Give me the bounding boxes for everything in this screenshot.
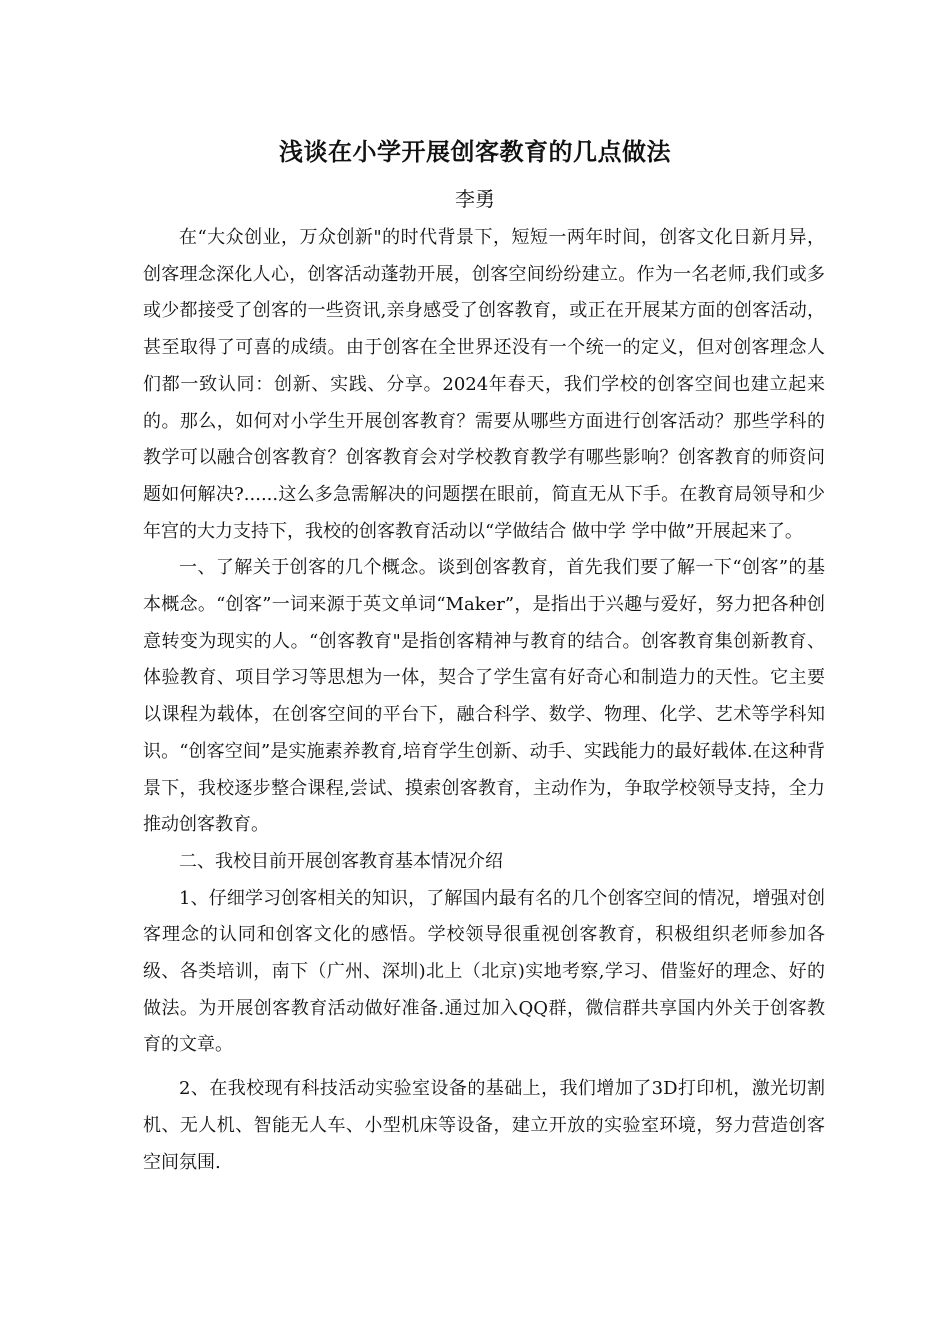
document-body [143,220,825,1181]
paragraph-item-two: 2、在我校现有科技活动实验室设备的基础上，我们增加了3D打印机，激光切割机、无人机、智能无人车、小型机床等设备，建立开放的实验室环境，努力营造创客空间氛围. [143,1078,825,1173]
document-title: 浅谈在小学开展创客教育的几点做法 [279,138,671,166]
paragraph-item-one: 1、仔细学习创客相关的知识，了解国内最有名的几个创客空间的情况，增强对创客理念的认同和创客文化的感悟。学校领导很重视创客教育，积极组织老师参加各级、各类培训，南下（广州、深圳)北上（北京)实地考察,学习、借鉴好的理念、好的做法。为开展创客教育活动做好准备.通过加入QQ群，微信群共享国内外关于创客教育的文章。 [143,887,825,1056]
document-author: 李勇 [455,187,495,211]
paragraph-section-two-heading: 二、我校目前开展创客教育基本情况介绍 [179,850,503,872]
paragraph-intro: 在“大众创业，万众创新"的时代背景下，短短一两年时间，创客文化日新月异，创客理念深化人心，创客活动蓬勃开展，创客空间纷纷建立。作为一名老师,我们或多或少都接受了创客的一些资讯,亲身感受了创客教育，或正在开展某方面的创客活动，甚至取得了可喜的成绩。由于创客在全世界还没有一个统一的定义，但对创客理念人们都一致认同：创新、实践、分享。2024年春天，我们学校的创客空间也建立起来的。那么，如何对小学生开展创客教育？需要从哪些方面进行创客活动？那些学科的教学可以融合创客教育？创客教育会对学校教育教学有哪些影响？创客教育的师资问题如何解决?......这么多急需解决的问题摆在眼前，简直无从下手。在教育局领导和少年宫的大力支持下，我校的创客教育活动以“学做结合 做中学 学中做”开展起来了。 [143,227,825,542]
paragraph-section-one: 一、了解关于创客的几个概念。谈到创客教育，首先我们要了解一下“创客”的基本概念。“创客”一词来源于英文单词“Maker”，是指出于兴趣与爱好，努力把各种创意转变为现实的人。“创客教育"是指创客精神与教育的结合。创客教育集创新教育、体验教育、项目学习等思想为一体，契合了学生富有好奇心和制造力的天性。它主要以课程为载体，在创客空间的平台下，融合科学、数学、物理、化学、艺术等学科知识。“创客空间”是实施素养教育,培育学生创新、动手、实践能力的最好载体.在这种背景下，我校逐步整合课程,尝试、摸索创客教育，主动作为，争取学校领导支持，全力推动创客教育。 [143,557,825,836]
